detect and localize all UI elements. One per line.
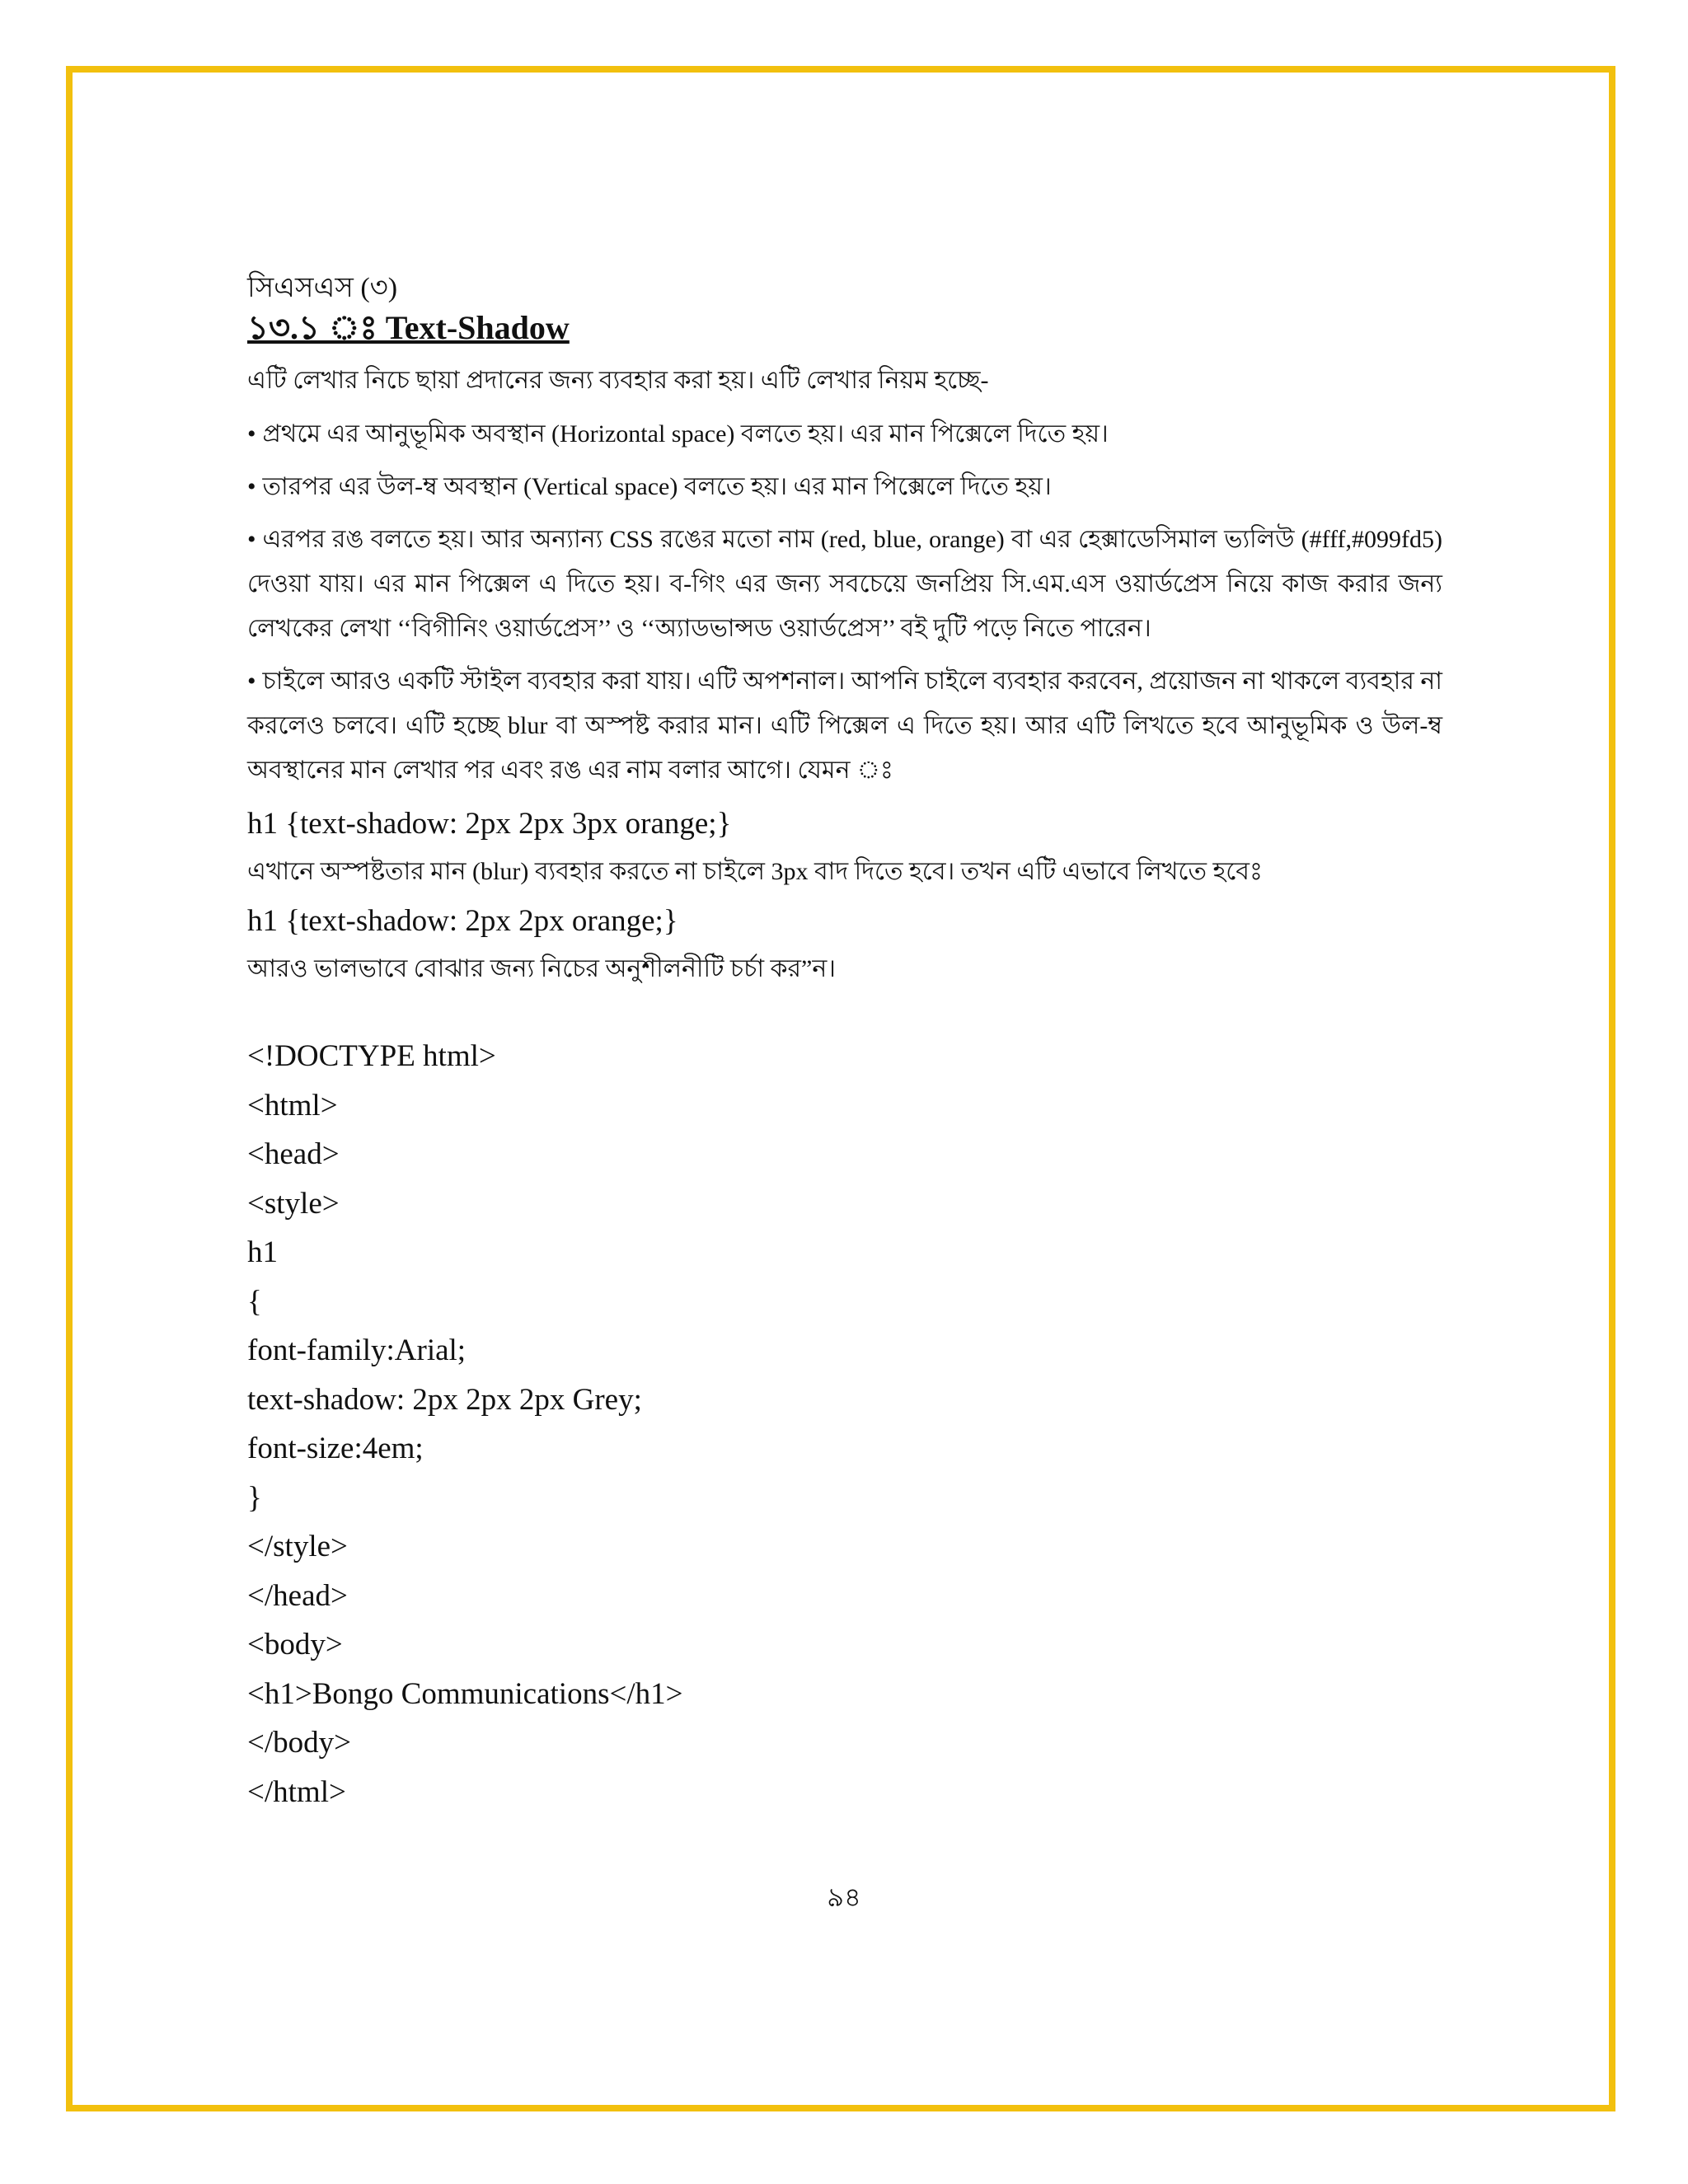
bullet-text: চাইলে আরও একটি স্টাইল ব্যবহার করা যায়। এটি অপশনাল। আপনি চাইলে ব্যবহার করবেন, প্রয়োজন না থাকলে ব্যবহার না করলেও চলবে। এটি হচ্ছে blur বা অস্পষ্ট করার মান। এটি পিক্সেল এ দিতে হয়। আর এটি লিখতে হবে আনুভূমিক ও উল-ম্ব অবস্থানের মান লেখার পর এবং রঙ এর নাম বলার আগে। যেমন ঃ: [247, 668, 1442, 784]
code-line: <html>: [247, 1088, 338, 1122]
bullet-marker: •: [247, 473, 256, 500]
bullet-marker: •: [247, 420, 256, 448]
intro-paragraph: এটি লেখার নিচে ছায়া প্রদানের জন্য ব্যবহার করা হয়। এটি লেখার নিয়ম হচ্ছে-: [247, 367, 989, 394]
code-line: {: [247, 1284, 262, 1319]
practice-note: আরও ভালভাবে বোঝার জন্য নিচের অনুশীলনীটি চর্চা কর”ন।: [247, 955, 836, 982]
code-line: <body>: [247, 1628, 343, 1661]
example-code-without-blur: h1 {text-shadow: 2px 2px orange;}: [247, 904, 678, 938]
bullet-marker: •: [247, 668, 256, 695]
bullet-marker: •: [247, 526, 256, 553]
code-line: </head>: [247, 1578, 348, 1613]
code-line: font-family:Arial;: [247, 1333, 467, 1367]
page-content: [247, 272, 1442, 1816]
bullet-item: [247, 518, 1442, 651]
code-line: <head>: [247, 1137, 340, 1171]
code-line: text-shadow: 2px 2px 2px Grey;: [247, 1382, 642, 1417]
example-code-with-blur: h1 {text-shadow: 2px 2px 3px orange;}: [247, 807, 732, 841]
code-line: <h1>Bongo Communications</h1>: [247, 1676, 683, 1711]
bullet-text: তারপর এর উল-ম্ব অবস্থান (Vertical space) বলতে হয়। এর মান পিক্সেলে দিতে হয়।: [262, 473, 1052, 500]
bullet-text: প্রথমে এর আনুভূমিক অবস্থান (Horizontal space) বলতে হয়। এর মান পিক্সেলে দিতে হয়।: [262, 420, 1109, 448]
blur-note: এখানে অস্পষ্টতার মান (blur) ব্যবহার করতে না চাইলে 3px বাদ দিতে হবে। তখন এটি এভাবে লিখতে হবেঃ: [247, 858, 1263, 885]
bullet-item: [247, 465, 1442, 509]
section-heading: ১৩.১ ঃ Text-Shadow: [247, 309, 570, 346]
bullet-item: [247, 659, 1442, 793]
code-line: }: [247, 1480, 262, 1515]
code-line: h1: [247, 1235, 278, 1269]
bullet-text: এরপর রঙ বলতে হয়। আর অন্যান্য CSS রঙের মতো নাম (red, blue, orange) বা এর হেক্সাডেসিমাল ভ্যলিউ (#fff,#099fd5) দেওয়া যায়। এর মান পিক্সেল এ দিতে হয়। ব-গিং এর জন্য সবচেয়ে জনপ্রিয় সি.এম.এস ওয়ার্ডপ্রেস নিয়ে কাজ করার জন্য লেখকের লেখা ‘‘বিগীনিং ওয়ার্ডপ্রেস’’ ও ‘‘অ্যাডভান্সড ওয়ার্ডপ্রেস’’ বই দুটি পড়ে নিতে পারেন।: [247, 526, 1442, 642]
code-line: </body>: [247, 1726, 352, 1760]
page-number: ৯৪: [827, 1882, 861, 1912]
code-line: </html>: [247, 1774, 346, 1809]
code-line: <style>: [247, 1186, 340, 1221]
code-line: </style>: [247, 1530, 348, 1563]
code-line: font-size:4em;: [247, 1432, 424, 1465]
code-line: <!DOCTYPE html>: [247, 1039, 496, 1073]
bullet-item: [247, 412, 1442, 457]
chapter-title: সিএসএস (৩): [247, 273, 398, 303]
code-listing: [247, 1032, 1442, 1816]
